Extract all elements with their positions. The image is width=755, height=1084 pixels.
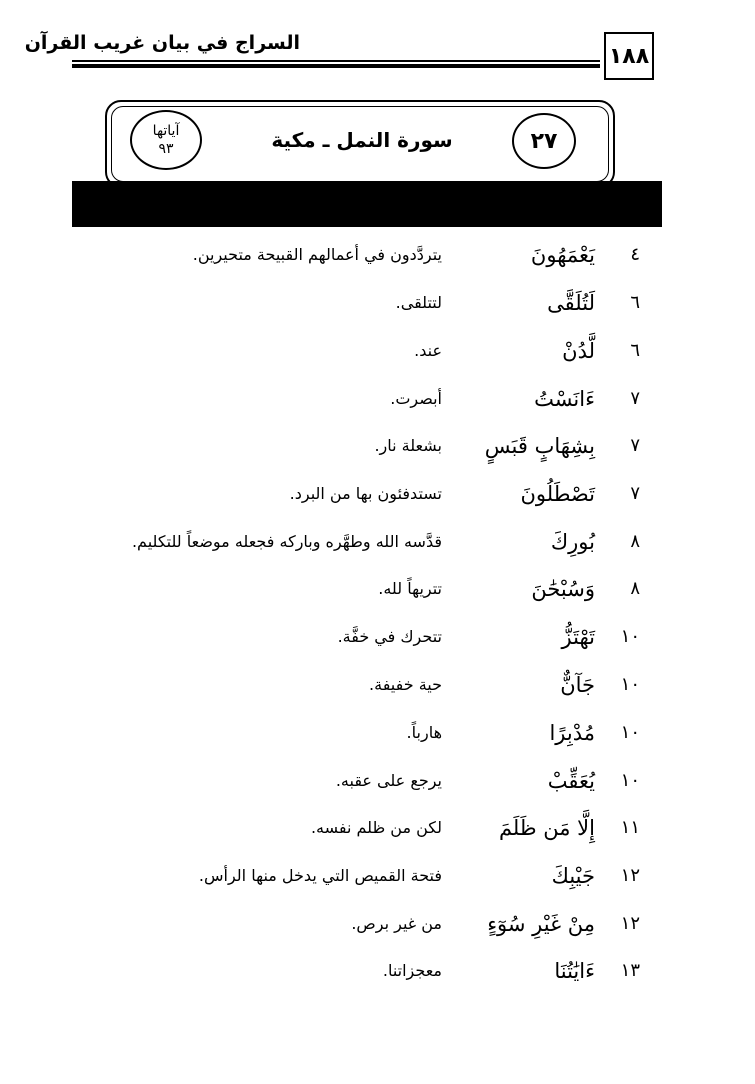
ayat-count-badge	[130, 110, 202, 170]
word-meaning: بشعلة نار.	[374, 436, 442, 455]
quran-word: تَهْتَزُّ	[561, 625, 595, 649]
word-meaning: يرجع على عقبه.	[335, 771, 442, 790]
verse-number: ٨	[630, 531, 640, 552]
list-item	[0, 713, 755, 753]
list-item	[0, 665, 755, 705]
quran-word: مُدْبِرًا	[549, 721, 595, 745]
ayat-count: ٩٣	[158, 141, 174, 157]
word-meaning: من غير برص.	[351, 914, 442, 933]
list-item	[0, 617, 755, 657]
quran-word: جَيْبِكَ	[551, 864, 595, 888]
header-rule	[72, 60, 600, 62]
list-item	[0, 904, 755, 944]
verse-number: ٦	[630, 340, 640, 361]
verse-number: ٧	[630, 388, 640, 409]
list-item	[0, 379, 755, 419]
list-item	[0, 331, 755, 371]
quran-word: ءَانَسْتُ	[534, 387, 595, 411]
verse-number: ١٠	[620, 674, 640, 695]
word-meaning: تستدفئون بها من البرد.	[289, 484, 442, 503]
quran-word: وَسُبْحَٰنَ	[531, 577, 595, 601]
verse-number: ١٣	[620, 960, 640, 981]
list-item	[0, 569, 755, 609]
word-meaning: تتريهاً لله.	[378, 579, 442, 598]
verse-number: ٤	[630, 244, 640, 265]
list-item	[0, 522, 755, 562]
verse-number: ٦	[630, 292, 640, 313]
verse-number: ١٠	[620, 626, 640, 647]
quran-word: جَآنٌّ	[560, 673, 595, 697]
word-meaning: أبصرت.	[390, 389, 442, 408]
quran-word: بُورِكَ	[550, 530, 595, 554]
ayat-label: آياتها	[152, 123, 180, 139]
quran-word: إِلَّا مَن ظَلَمَ	[498, 816, 595, 840]
word-meaning: قدَّسه الله وطهَّره وباركه فجعله موضعاً للتكليم.	[131, 532, 442, 551]
word-meaning: تتحرك في خفَّة.	[337, 627, 442, 646]
word-meaning: لتتلقى.	[395, 293, 442, 312]
header-rule-thick	[72, 64, 600, 68]
word-meaning: هارباً.	[406, 723, 442, 742]
verse-number: ١١	[620, 817, 640, 838]
quran-word: تَصْطَلُونَ	[520, 482, 595, 506]
verse-number: ١٢	[620, 865, 640, 886]
quran-word: يُعَقِّبْ	[547, 769, 595, 793]
list-item	[0, 951, 755, 991]
word-meaning: حية خفيفة.	[369, 675, 442, 694]
quran-word: لَتُلَقَّى	[547, 291, 595, 315]
list-item	[0, 808, 755, 848]
list-item	[0, 474, 755, 514]
surah-number-badge: ٢٧	[512, 113, 576, 169]
quran-word: ءَايَٰتُنَا	[554, 959, 595, 983]
verse-number: ٧	[630, 435, 640, 456]
verse-number: ١٠	[620, 770, 640, 791]
black-band	[72, 181, 662, 227]
list-item	[0, 761, 755, 801]
quran-word: بِشِهَابٍ قَبَسٍ	[484, 434, 595, 458]
word-meaning: معجزاتنا.	[382, 961, 442, 980]
word-meaning: يتردَّدون في أعمالهم القبيحة متحيرين.	[192, 245, 442, 264]
verse-number: ١٠	[620, 722, 640, 743]
list-item	[0, 283, 755, 323]
word-meaning: عند.	[414, 341, 442, 360]
quran-word: مِنْ غَيْرِ سُوٓءٍ	[487, 912, 595, 936]
list-item	[0, 426, 755, 466]
verse-number: ٨	[630, 578, 640, 599]
page-number: ١٨٨	[604, 32, 654, 80]
verse-number: ٧	[630, 483, 640, 504]
verse-number: ١٢	[620, 913, 640, 934]
quran-word: لَّدُنْ	[562, 339, 595, 363]
word-meaning: فتحة القميص التي يدخل منها الرأس.	[198, 866, 442, 885]
surah-name: سورة النمل ـ مكية	[271, 128, 453, 152]
quran-word: يَعْمَهُونَ	[530, 243, 595, 267]
book-title: السراج في بيان غريب القرآن	[24, 32, 300, 54]
word-meaning: لكن من ظلم نفسه.	[310, 818, 442, 837]
list-item	[0, 235, 755, 275]
list-item	[0, 856, 755, 896]
